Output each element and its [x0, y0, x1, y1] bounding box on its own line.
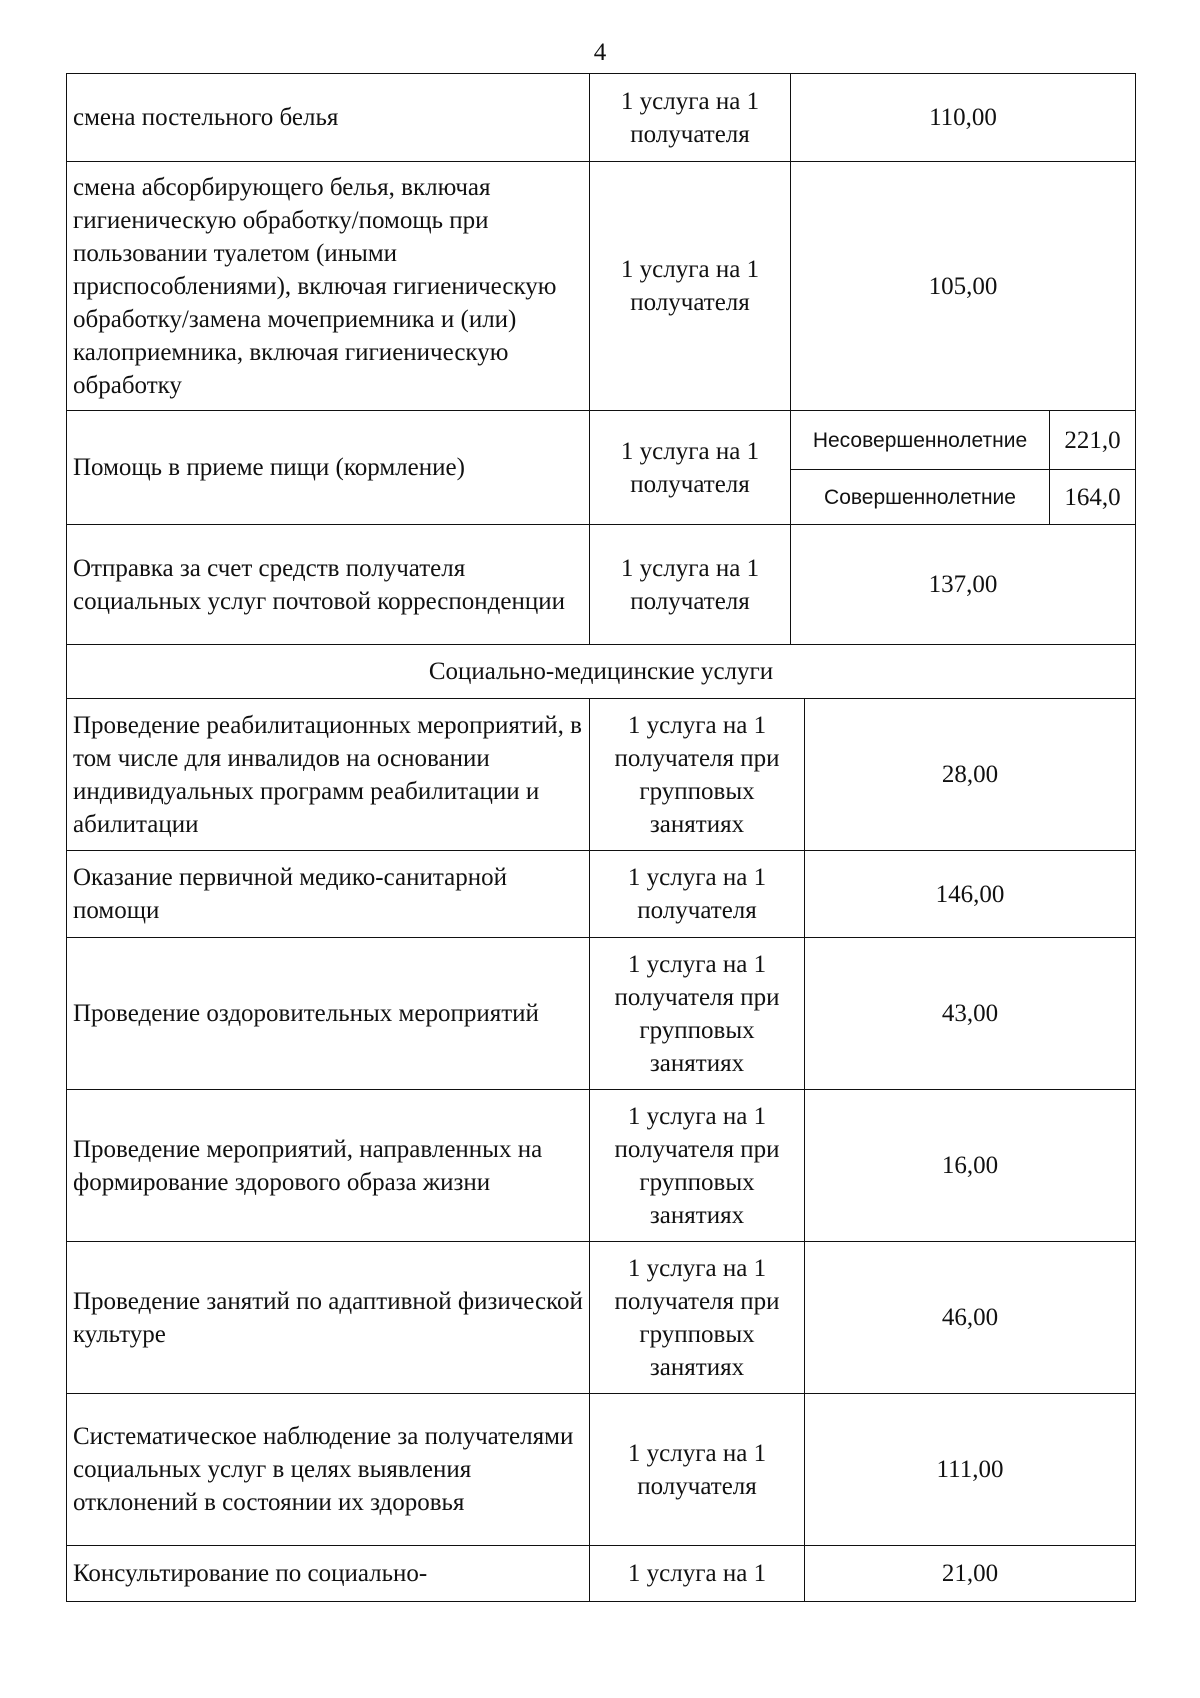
services-table-upper: [66, 73, 1136, 699]
service-name: Помощь в приеме пищи (кормление): [67, 411, 590, 525]
service-unit: 1 услуга на 1 получателя: [590, 74, 791, 162]
services-table-lower: [66, 698, 1136, 1602]
service-price: 16,00: [805, 1090, 1136, 1242]
table-row: [67, 938, 1136, 1090]
service-name: Проведение занятий по адаптивной физической культуре: [67, 1242, 590, 1394]
table-row: [67, 1546, 1136, 1602]
service-unit: 1 услуга на 1 получателя: [590, 411, 791, 525]
service-unit: 1 услуга на 1 получателя: [590, 1394, 805, 1546]
service-unit: 1 услуга на 1: [590, 1546, 805, 1602]
service-name: смена постельного белья: [67, 74, 590, 162]
service-name: Проведение реабилитационных мероприятий, в том числе для инвалидов на основании индивидуальных программ реабилитации и абилитации: [67, 699, 590, 851]
price-category-value: 221,0: [1050, 411, 1136, 470]
service-price: 46,00: [805, 1242, 1136, 1394]
service-price: 110,00: [791, 74, 1136, 162]
service-unit: 1 услуга на 1 получателя при групповых занятиях: [590, 938, 805, 1090]
service-price: 43,00: [805, 938, 1136, 1090]
service-unit: 1 услуга на 1 получателя при групповых занятиях: [590, 1090, 805, 1242]
service-name: Консультирование по социально-: [67, 1546, 590, 1602]
service-name: Проведение мероприятий, направленных на формирование здорового образа жизни: [67, 1090, 590, 1242]
table-row: [67, 411, 1136, 470]
section-row: [67, 645, 1136, 699]
service-unit: 1 услуга на 1 получателя: [590, 851, 805, 938]
service-unit: 1 услуга на 1 получателя при групповых занятиях: [590, 1242, 805, 1394]
service-price: 21,00: [805, 1546, 1136, 1602]
table-row: [67, 851, 1136, 938]
service-name: смена абсорбирующего белья, включая гигиеническую обработку/помощь при пользовании туалетом (иными приспособлениями), включая гигиеническую обработку/замена мочеприемника и (или) калоприемника, включая гигиеническую обработку: [67, 162, 590, 411]
table-row: [67, 1242, 1136, 1394]
service-price: 111,00: [805, 1394, 1136, 1546]
service-name: Оказание первичной медико-санитарной помощи: [67, 851, 590, 938]
page-number: 4: [593, 39, 607, 66]
table-row: [67, 74, 1136, 162]
table-row: [67, 699, 1136, 851]
service-name: Проведение оздоровительных мероприятий: [67, 938, 590, 1090]
table-row: [67, 1090, 1136, 1242]
price-category-label: Несовершеннолетние: [791, 411, 1050, 470]
service-price: 146,00: [805, 851, 1136, 938]
table-row: [67, 162, 1136, 411]
service-unit: 1 услуга на 1 получателя при групповых занятиях: [590, 699, 805, 851]
service-price: 28,00: [805, 699, 1136, 851]
price-category-label: Совершеннолетние: [791, 470, 1050, 525]
service-name: Отправка за счет средств получателя социальных услуг почтовой корреспонденции: [67, 525, 590, 645]
service-price: 105,00: [791, 162, 1136, 411]
service-name: Систематическое наблюдение за получателями социальных услуг в целях выявления отклонений в состоянии их здоровья: [67, 1394, 590, 1546]
service-unit: 1 услуга на 1 получателя: [590, 162, 791, 411]
price-category-value: 164,0: [1050, 470, 1136, 525]
service-unit: 1 услуга на 1 получателя: [590, 525, 791, 645]
service-price: 137,00: [791, 525, 1136, 645]
table-row: [67, 525, 1136, 645]
section-title: Социально-медицинские услуги: [67, 645, 1136, 699]
table-row: [67, 1394, 1136, 1546]
